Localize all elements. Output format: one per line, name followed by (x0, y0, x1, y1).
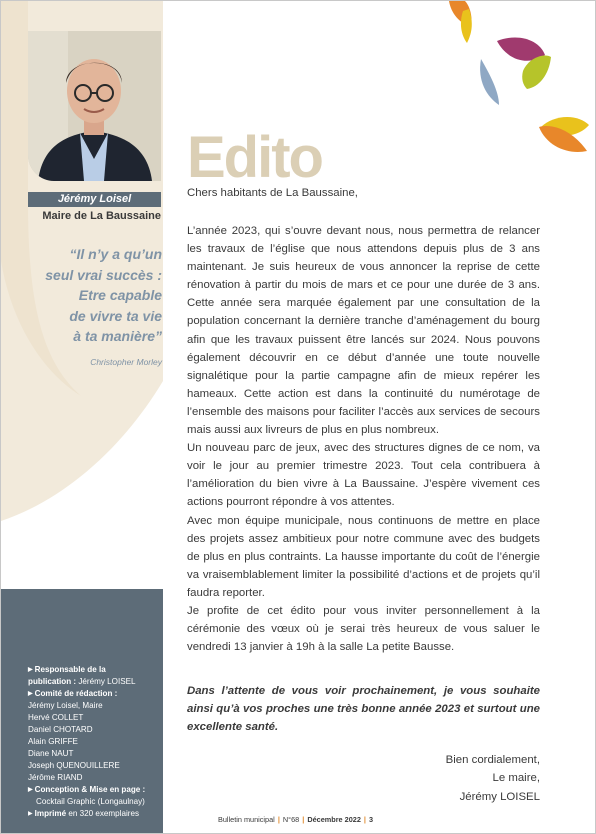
footer-publication: Bulletin municipal (218, 815, 275, 824)
quote-line: à ta manière” (73, 328, 162, 344)
leaves-decoration (441, 1, 596, 161)
footer-issue: N°68 (282, 815, 300, 824)
paragraph: Un nouveau parc de jeux, avec des structures dignes de ce nom, va voir le jour au premier trimestre 2023. Tout cela contribuera à l’amélioration du bien vivre à La Baussaine. J’espère vivement ces actions pourront répondre à vos attentes. (187, 442, 540, 509)
greeting: Chers habitants de La Baussaine, (187, 187, 358, 199)
editorial-body (187, 222, 540, 656)
footer-separator: | (363, 815, 366, 824)
credit-heading: ▶ Responsable de la (28, 665, 106, 674)
footer-separator: | (302, 815, 305, 824)
quote-line: de vivre ta vie (69, 307, 162, 324)
credit-member: Joseph QUENOUILLERE (28, 761, 120, 770)
triangle-right-icon: ▶ (28, 787, 33, 793)
credit-member: Jérôme RIAND (28, 773, 83, 782)
footer-page-number: 3 (369, 815, 374, 824)
credit-member: Daniel CHOTARD (28, 725, 93, 734)
credit-line: Cocktail Graphic (Longaulnay) (36, 797, 145, 806)
triangle-right-icon: ▶ (28, 691, 33, 697)
mayor-role: Maire de La Baussaine (42, 210, 161, 222)
triangle-right-icon: ▶ (28, 667, 33, 673)
credit-line: publication : Jérémy LOISEL (28, 677, 136, 686)
credit-member: Alain GRIFFE (28, 737, 78, 746)
footer-separator: | (277, 815, 280, 824)
footer-date: Décembre 2022 (307, 815, 361, 824)
paragraph: Je profite de cet édito pour vous inviter personnellement à la cérémonie des vœux où je serai très heureux de vous saluer le vendredi 13 janvier à 19h à la salle La petite Bausse. (187, 604, 540, 654)
quote (21, 244, 162, 347)
quote-line: Etre capable (78, 287, 162, 303)
signature (381, 751, 540, 806)
mayor-portrait (28, 31, 161, 181)
credit-heading: ▶ Comité de rédaction : (28, 689, 118, 698)
mayor-name: Jérémy Loisel (28, 192, 161, 207)
paragraph: L’année 2023, qui s’ouvre devant nous, nous permettra de relancer les travaux de l’église que nous attendons depuis plus de 3 ans maintenant. Je suis heureux de vous annoncer la reprise de cette rénovation à partir du mois de mars et ce pour une durée de 3 ans. Cette année sera marquée également par une consultation de la population concernant la dernière tranche d’aménagement du bourg afin que les travaux puissent être lancés sur 2024. Nous pouvons également découvrir en ce début d’année une toute nouvelle signalétique pour la partie campagne afin de mieux repérer les hameaux. Cette action est dans la continuité du numérotage de l’ensemble des maisons pour faciliter l’accès aux services de secours mais aussi aux livreurs de plus en plus nombreux. (187, 225, 540, 437)
triangle-right-icon: ▶ (28, 811, 33, 817)
sidebar (1, 1, 163, 834)
credit-heading: ▶ Conception & Mise en page : (28, 785, 146, 794)
page-title: Edito (187, 125, 322, 190)
signature-line: Jérémy LOISEL (459, 790, 540, 803)
page-footer (218, 815, 373, 824)
closing-wishes: Dans l’attente de vous voir prochainement, je vous souhaite ainsi qu’à vos proches une très bonne année 2023 et surtout une excellente santé. (187, 685, 540, 734)
quote-author: Christopher Morley (90, 357, 162, 367)
signature-line: Bien cordialement, (445, 754, 540, 766)
credit-member: Diane NAUT (28, 749, 74, 758)
paragraph: Avec mon équipe municipale, nous continuons de mettre en place des projets assez ambitieux pour notre commune avec des budgets de plus en plus contraints. La hausse importante du coût de l’énergie va vraisemblablement limiter la possibilité d’actions et de projets qu’il faudra reporter. (187, 514, 540, 599)
quote-line: seul vrai succès : (45, 266, 162, 283)
credit-member: Hervé COLLET (28, 713, 84, 722)
publication-credits (28, 664, 162, 820)
credit-member: Jérémy Loisel, Maire (28, 701, 103, 710)
signature-line: Le maire, (492, 772, 540, 785)
quote-line: “Il n’y a qu’un (69, 246, 162, 262)
credit-line: ▶ Imprimé en 320 exemplaires (28, 809, 140, 818)
